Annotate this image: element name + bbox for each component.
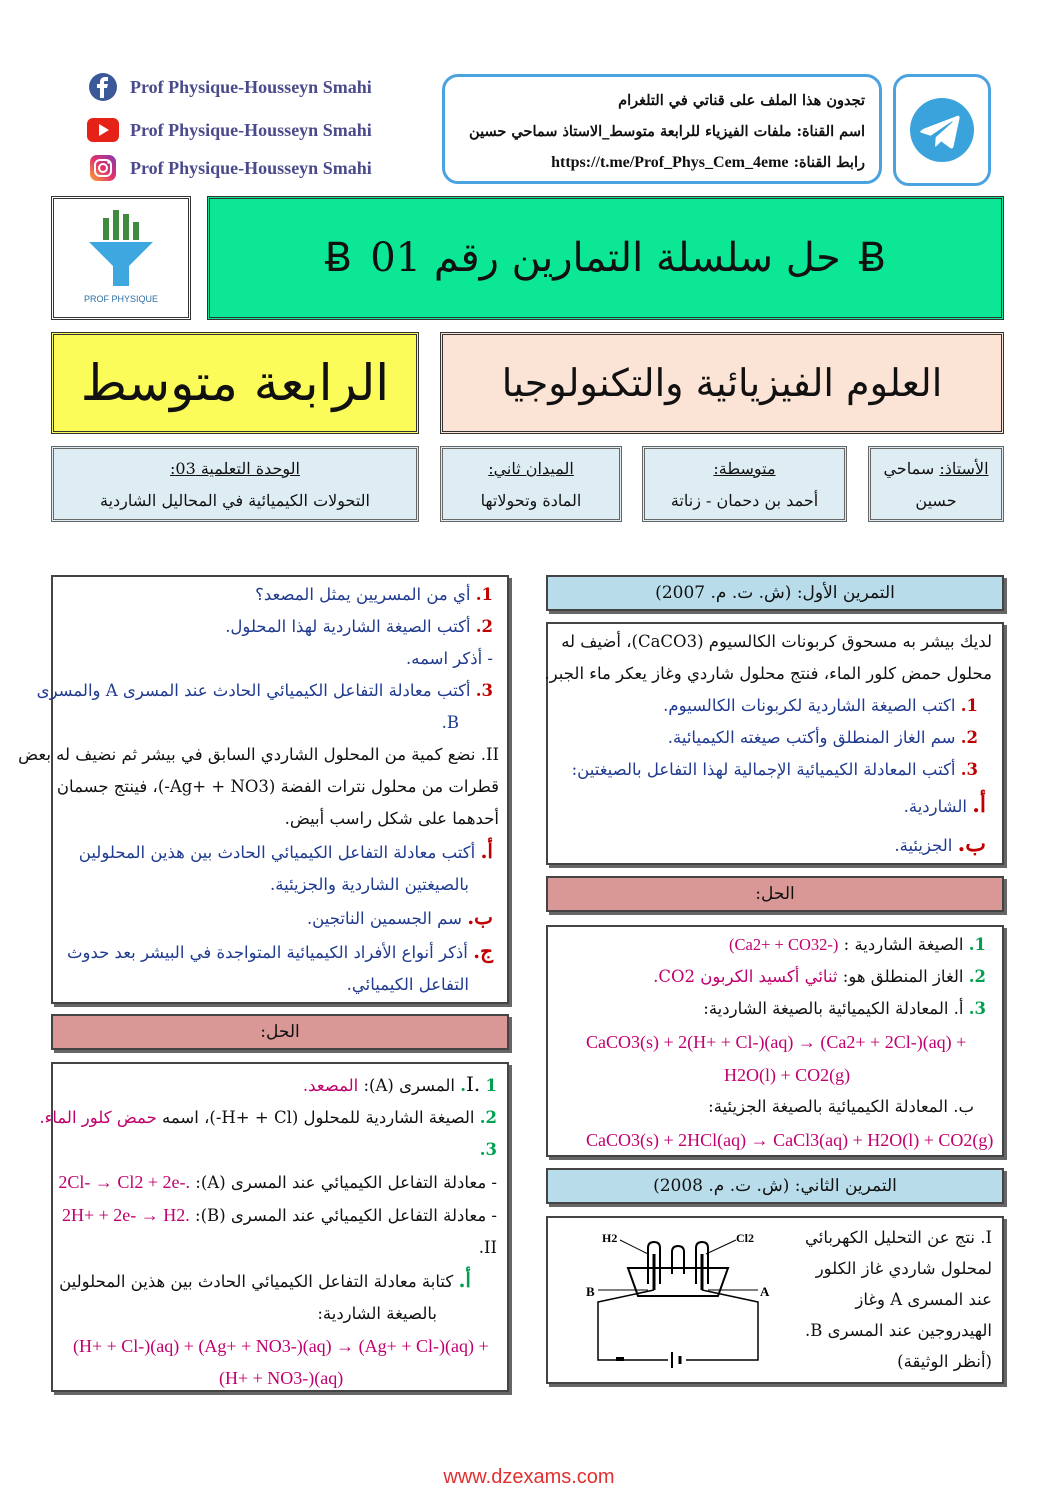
telegram-link[interactable]: https://t.me/Prof_Phys_Cem_4eme [551,154,789,171]
exercise2-text [792,1222,992,1377]
teacher-name-2: حسين [915,491,957,510]
telegram-line-1: تجدون هذا الملف على قناتي في التلغرام [618,92,865,109]
left-qa-2: بالصيغتين الشاردية والجزيئية. [270,875,469,894]
solution2-s3b-eq: 2H+ + 2e- → H2. [62,1205,190,1225]
page-title: حل سلسلة التمارين رقم 01 [370,235,841,281]
facebook-link[interactable] [86,72,416,102]
left-q3b: B. [441,713,459,732]
exercise2-title: التمرين الثاني: (ش. ت. م. 2008) [653,1176,897,1196]
exercise1-q1: 1. اكتب الصيغة الشاردية لكربونات الكالسيوم. [663,696,978,715]
left-qc-2: التفاعل الكيميائي. [346,975,469,994]
solution1-equation-2: CaCO3(s) + 2HCl(aq) → CaCl3(aq) + H2O(l) + CO2(g) [586,1130,994,1150]
solution2-body [39,1062,509,1392]
instagram-link[interactable] [86,153,416,183]
left-ii-1: II. نضع كمية من المحلول الشاردي السابق في بيشر ثم نضيف له بعض [18,745,499,764]
telegram-line-2: اسم القناة: ملفات الفيزياء للرابعة متوسط_الاستاذ سماحي حسين [469,123,865,140]
logo-text: PROF PHYSIQUE [83,294,159,304]
field-label: الميدان ثاني: [488,459,574,478]
telegram-line-3 [459,147,865,178]
solution1-title: الحل: [755,884,795,904]
exercise2-questions [18,575,509,1004]
solution1-s2-value: ثنائي أكسيد الكربون CO2. [653,967,838,986]
field-info [440,446,622,522]
solution2-header [51,1014,509,1050]
facebook-label: Prof Physique-Housseyn Smahi [130,76,372,97]
instagram-icon [86,153,120,183]
solution2-ii: II. [478,1238,497,1257]
exercise1-q3: 3. أكتب المعادلة الكيميائية الإجمالية لهذا التفاعل بالصيغتين: [571,760,978,779]
left-q2b: - أذكر اسمه. [406,649,493,668]
facebook-icon [86,72,120,102]
solution2-s1: I. 1. المسرى (A): المصعد. [302,1072,497,1096]
exercise2-text-2: لمحلول شاردي غاز الكلور [815,1259,992,1278]
exercise1-header [546,575,1004,611]
left-ii-2: قطرات من محلول نترات الفضة (Ag+ + NO3-)، فينتج جسمان [56,777,499,796]
figure-cl2-label: Cl2 [736,1231,754,1245]
solution1-s3: 3. أ. المعادلة الكيميائية بالصيغة الشاردية: [703,999,986,1018]
solution1-body [546,925,1004,1157]
telegram-icon [908,96,976,164]
left-qa: أ. أكتب معادلة التفاعل الكيميائي الحادث بين هذين المحلولين [78,839,493,863]
figure-b-label: B [586,1284,595,1299]
telegram-info-card [442,74,882,184]
teacher-label: الأستاذ: [939,459,989,478]
solution2-sa: أ. كتابة معادلة التفاعل الكيميائي الحادث بين هذين المحلولين [59,1268,471,1292]
exercise1-qa: أ. الشاردية. [903,792,986,818]
left-qc: ج. أذكر أنواع الأفراد الكيميائية المتواجدة في البيشر بعد حدوث [66,939,493,963]
exercise2-header [546,1168,1004,1204]
solution2-s3: 3. [479,1140,497,1159]
solution1-equation-1a: CaCO3(s) + 2(H+ + Cl-)(aq) → (Ca2+ + 2Cl-)(aq) + [586,1032,967,1052]
solution2-s3b: - معادلة التفاعل الكيميائي عند المسرى (B): 2H+ + 2e- → H2. [62,1205,497,1225]
solution1-header [546,876,1004,912]
youtube-icon [86,115,120,145]
school-value: أحمد بن دحمان - زناتة [670,491,819,510]
school-info [642,446,847,522]
solution2-sa-2: بالصيغة الشاردية: [317,1304,437,1323]
figure-h2-label: H2 [602,1231,618,1245]
unit-value: التحولات الكيميائية في المحاليل الشاردية [100,491,370,510]
solution2-s3a: - معادلة التفاعل الكيميائي عند المسرى (A): 2Cl- → Cl2 + 2e-. [58,1172,497,1192]
solution1-s1: 1. الصيغة الشاردية : (Ca2+ + CO32-) [729,935,986,954]
solution1-s3b: ب. المعادلة الكيميائية بالصيغة الجزيئية: [708,1097,974,1116]
unit-info [51,446,419,522]
field-value: المادة وتحولاتها [480,491,582,510]
solution2-s1-value: المصعد. [302,1076,359,1095]
level-label: الرابعة متوسط [80,354,390,412]
exercise2-text-5: (أنظر الوثيقة) [897,1352,992,1371]
school-label: متوسطة: [713,459,776,478]
instagram-label: Prof Physique-Housseyn Smahi [130,157,372,178]
logo-box [51,196,191,320]
subject-label: العلوم الفيزيائية والتكنولوجيا [501,361,943,405]
title-deco-right: Ƀ [858,235,887,281]
exercise2-text-4: الهيدروجين عند المسرى B. [804,1321,992,1340]
left-q2: 2. أكتب الصيغة الشاردية لهذا المحلول. [225,617,493,636]
solution1-s2: 2. الغاز المنطلق هو: ثنائي أكسيد الكربون CO2. [653,967,986,986]
youtube-label: Prof Physique-Housseyn Smahi [130,119,372,140]
solution2-equation-3a: (H+ + Cl-)(aq) + (Ag+ + NO3-)(aq) → (Ag+ + Cl-)(aq) + [73,1336,489,1356]
exercise2-text-3: عند المسرى A وغاز [855,1290,992,1309]
unit-label: الوحدة التعلمية 03: [170,459,300,478]
solution1-s1-value: (Ca2+ + CO32-) [729,935,839,954]
footer-site-link[interactable]: www.dzexams.com [443,1466,615,1488]
left-q1: 1. أي من المسريين يمثل المصعد؟ [255,585,493,604]
left-qb: ب. سم الجسمين الناتجين. [306,905,493,929]
exercise1-intro-2: محلول حمض كلور الماء، فنتج محلول شاردي وغاز يعكر ماء الجبر. [544,664,992,683]
exercise2-text-1: I. نتج عن التحليل الكهربائي [805,1228,992,1247]
title-deco-left: Ƀ [324,235,353,281]
youtube-link[interactable] [86,115,416,145]
solution2-equation-3b: (H+ + NO3-)(aq) [219,1368,344,1388]
solution2-s2: 2. الصيغة الشاردية للمحلول (H+ + Cl-)، اسمه حمض كلور الماء. [39,1108,497,1127]
telegram-link-label: رابط القناة: [793,154,865,171]
solution2-s3a-eq: 2Cl- → Cl2 + 2e-. [58,1172,191,1192]
electrolysis-figure [568,1224,798,1374]
solution1-equation-1b: H2O(l) + CO2(g) [724,1065,851,1085]
exercise1-intro-1: لديك بيشر به مسحوق كربونات الكالسيوم (CaCO3)، أضيف له [561,632,992,651]
exercise1-title: التمرين الأول: (ش. ت. م. 2007) [655,583,895,603]
left-ii-3: أحدهما على شكل راسب أبيض. [284,809,499,828]
teacher-info [868,446,1004,522]
prof-physique-logo [71,204,171,312]
exercise1-qb: ب. الجزيئية. [894,831,986,857]
telegram-button[interactable] [893,74,991,186]
left-q3: 3. أكتب معادلة التفاعل الكيميائي الحادث عند المسرى A والمسرى [36,681,493,700]
exercise1-body [546,622,1004,865]
teacher-name-1: سماحي [883,459,935,478]
solution2-title: الحل: [260,1022,300,1042]
figure-a-label: A [760,1284,770,1299]
solution2-s2-value: حمض كلور الماء. [39,1108,157,1127]
level-banner [51,332,419,434]
exercise2-body [546,1216,1004,1384]
subject-banner [440,332,1004,434]
exercise1-q2: 2. سم الغاز المنطلق وأكتب صيغته الكيميائية. [667,728,978,747]
title-banner [207,196,1004,320]
